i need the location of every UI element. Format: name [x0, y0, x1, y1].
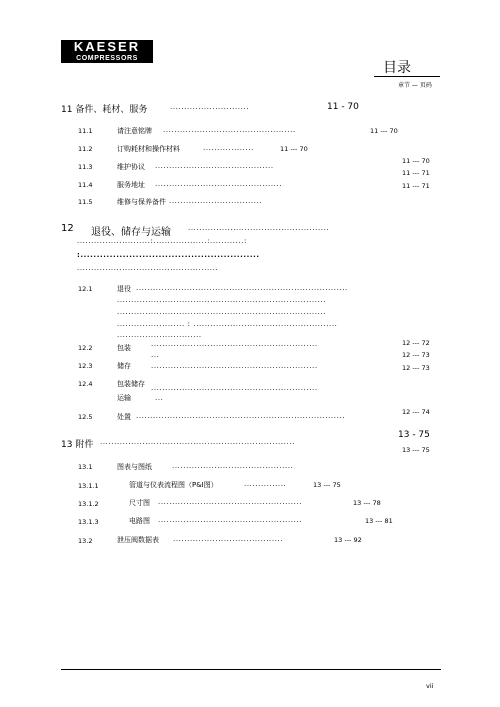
toc-item-leader: ............... [244, 480, 287, 488]
toc-item-page: 13 --- 75 [402, 446, 430, 454]
toc-item-leader: ........................................... [172, 462, 294, 470]
toc-item-page: 13 --- 92 [334, 536, 362, 544]
toc-item-leader: ........................................................... [151, 340, 318, 348]
toc-item-label[interactable]: 包装储存 [117, 380, 145, 388]
toc-section-13-title[interactable]: 13 附件 [61, 440, 94, 450]
toc-item-page: 11 --- 71 [402, 182, 430, 190]
toc-section-12-leader: ..........................:...................:............: [77, 237, 247, 245]
toc-item-label[interactable]: 处置 [117, 413, 131, 421]
toc-section-12-leader: .................................................. [77, 264, 219, 272]
footer-page-number: vii [426, 682, 434, 690]
footer-rule [61, 669, 441, 670]
toc-item-number: 11.2 [78, 145, 93, 153]
toc-section-12-title[interactable]: 退役、储存与运输 [91, 227, 171, 238]
toc-item-leader: .......................................... [155, 162, 274, 170]
toc-item-number: 13.1 [78, 463, 93, 471]
toc-item-page: 11 --- 70 [402, 157, 430, 165]
toc-item-number: 13.1.1 [78, 482, 99, 490]
header-rule [374, 76, 440, 77]
toc-item-label[interactable]: 退役 [117, 285, 131, 293]
toc-item-number: 12.3 [78, 362, 93, 370]
toc-item-label[interactable]: 服务地址 [117, 181, 145, 189]
toc-item-page: 12 --- 73 [402, 351, 430, 359]
toc-item-leader: ... [155, 394, 164, 402]
page-subtitle: 章节 — 页码 [398, 82, 432, 89]
toc-section-11-leader: ............................ [170, 103, 250, 111]
toc-section-13-page: 13 - 75 [398, 430, 430, 440]
toc-item-page: 12 --- 74 [402, 408, 430, 416]
toc-section-12-leader: .................................................. [188, 224, 330, 232]
toc-item-number: 11.4 [78, 181, 93, 189]
toc-item-page: 13 --- 78 [353, 499, 381, 507]
toc-item-label[interactable]: 管道与仪表流程图（P&I图） [129, 481, 218, 489]
toc-item-leader: ............................................. [155, 180, 283, 188]
toc-item-page: 13 --- 75 [313, 481, 341, 489]
toc-section-12-number: 12 [61, 223, 74, 234]
toc-item-label[interactable]: 泄压阀数据表 [117, 536, 159, 544]
toc-section-11-page: 11 - 70 [327, 102, 359, 112]
toc-section-12-leader: :....................................................... [77, 251, 260, 259]
toc-item-leader: ... [151, 351, 160, 359]
brand-logo-main: KAESER [61, 40, 153, 54]
toc-item-label[interactable]: 图表与图纸 [117, 463, 152, 471]
toc-item-leader: .......................................................................... [136, 412, 346, 420]
toc-item-number: 11.5 [78, 198, 93, 206]
toc-item-leader: .................. [203, 144, 254, 152]
toc-item-leader: ................................................... [158, 516, 303, 524]
toc-item-label[interactable]: 维护协议 [117, 163, 145, 171]
toc-item-label[interactable]: 储存 [117, 362, 131, 370]
toc-item-page: 11 --- 71 [402, 169, 430, 177]
toc-item-number: 13.1.2 [78, 500, 99, 508]
toc-item-leader: ................................................... [158, 498, 303, 506]
toc-item-leader: .............................. [117, 331, 202, 339]
toc-item-number: 13.1.3 [78, 518, 99, 526]
toc-item-number: 12.2 [78, 344, 93, 352]
toc-item-number: 11.3 [78, 163, 93, 171]
toc-item-leader: ........................................................... [151, 362, 318, 370]
toc-item-leader: ........................................................................... [136, 284, 348, 292]
toc-item-number: 12.4 [78, 380, 93, 388]
toc-item-leader: ............................................... [163, 126, 296, 134]
toc-item-page: 12 --- 72 [402, 339, 430, 347]
toc-item-page: 11 --- 70 [370, 127, 398, 135]
page-title: 目录 [383, 60, 411, 76]
toc-section-11-title[interactable]: 11 备件、耗材、服务 [61, 105, 148, 115]
toc-item-page: 13 --- 81 [365, 517, 393, 525]
toc-item-label[interactable]: 订购耗材和操作材料 [117, 145, 180, 153]
toc-item-page: 11 --- 70 [280, 145, 308, 153]
toc-item-leader: .......................................................................... [117, 308, 327, 316]
toc-item-leader: ................................. [169, 197, 263, 205]
toc-item-number: 12.5 [78, 413, 93, 421]
toc-item-number: 11.1 [78, 127, 93, 135]
toc-item-label[interactable]: 维修与保养备件 [117, 198, 166, 206]
toc-item-leader: ....................................... [173, 535, 284, 543]
toc-item-leader: .......................................................................... [117, 296, 327, 304]
toc-item-label[interactable]: 运输 [117, 394, 131, 402]
toc-item-number: 13.2 [78, 537, 93, 545]
toc-item-leader: ........................................................... [151, 384, 318, 392]
toc-item-page: 12 --- 73 [402, 364, 430, 372]
toc-item-label[interactable]: 电路图 [129, 517, 150, 525]
toc-item-label[interactable]: 尺寸图 [129, 499, 150, 507]
toc-item-label[interactable]: 包装 [117, 344, 131, 352]
toc-item-number: 12.1 [78, 285, 93, 293]
toc-item-label[interactable]: 请注意铭牌 [117, 127, 152, 135]
toc-item-leader: ........................ : ................................................... [117, 320, 338, 328]
brand-logo-sub: COMPRESSORS [61, 54, 153, 63]
toc-section-13-leader: ..................................................................... [100, 438, 295, 446]
